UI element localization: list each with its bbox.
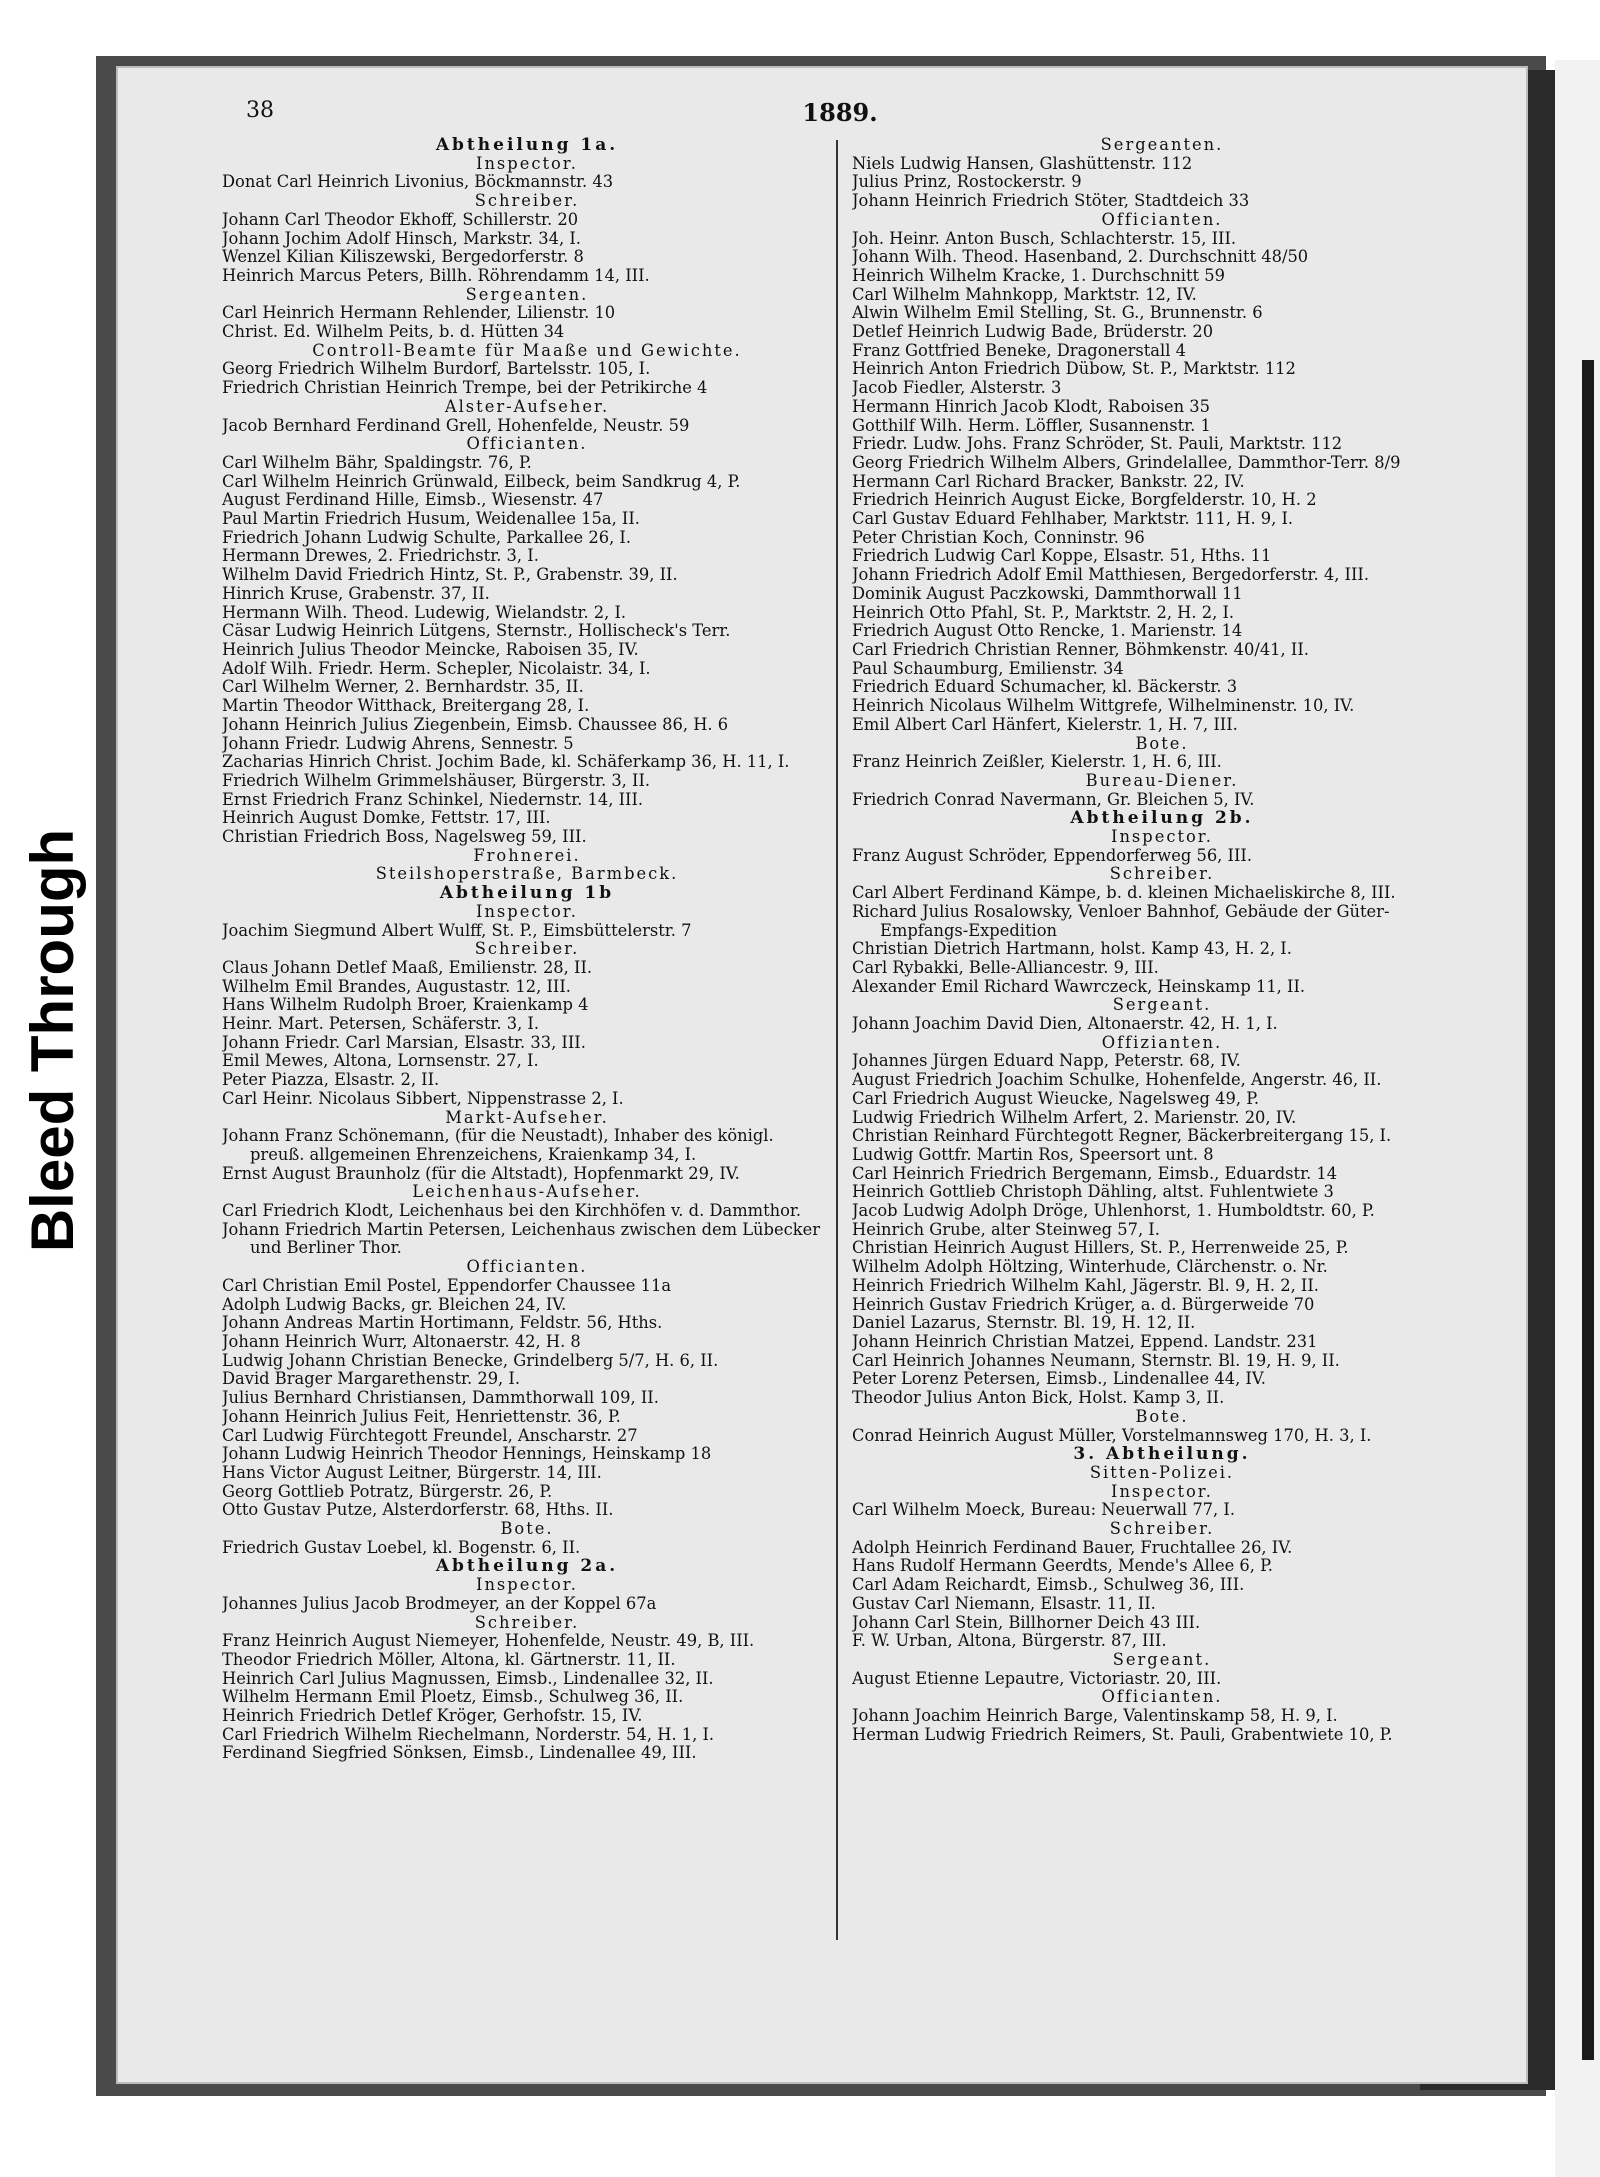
- directory-entry: Johann Carl Theodor Ekhoff, Schillerstr. 20: [222, 210, 579, 229]
- directory-entry: Carl Heinrich Hermann Rehlender, Lilienstr. 10: [222, 304, 616, 323]
- department-heading: Abtheilung 1a.: [435, 136, 619, 155]
- role-heading: Schreiber.: [474, 1613, 580, 1632]
- directory-entry: Dominik August Paczkowski, Dammthorwall 11: [852, 584, 1243, 603]
- directory-entry: Georg Friedrich Wilhelm Albers, Grindelallee, Dammthor-Terr. 8/9: [852, 453, 1401, 472]
- role-heading: Sergeant.: [1112, 1650, 1212, 1669]
- directory-entry: Friedrich August Otto Rencke, 1. Marienstr. 14: [852, 622, 1243, 641]
- directory-entry: Johann Friedrich Martin Petersen, Leichenhaus zwischen dem Lübecker: [222, 1220, 820, 1239]
- role-heading: Officianten.: [466, 1258, 588, 1277]
- directory-entry: Carl Heinr. Nicolaus Sibbert, Nippenstrasse 2, I.: [222, 1089, 624, 1108]
- directory-entry: Johann Friedr. Ludwig Ahrens, Sennestr. 5: [222, 734, 574, 753]
- directory-entry: Heinrich Friedrich Detlef Kröger, Gerhofstr. 15, IV.: [222, 1707, 643, 1726]
- role-heading: Markt-Aufseher.: [445, 1108, 609, 1127]
- directory-entry: Christ. Ed. Wilhelm Peits, b. d. Hütten 34: [222, 323, 565, 342]
- directory-entry: Emil Mewes, Altona, Lornsenstr. 27, I.: [222, 1052, 539, 1071]
- directory-entry: Carl Friedrich August Wieucke, Nagelsweg 49, P.: [852, 1089, 1260, 1108]
- directory-entry: Johann Franz Schönemann, (für die Neustadt), Inhaber des königl.: [222, 1127, 774, 1146]
- entry-continuation: Empfangs-Expedition: [880, 921, 1058, 940]
- directory-entry: Carl Friedrich Christian Renner, Böhmkenstr. 40/41, II.: [852, 640, 1309, 659]
- directory-entry: Ferdinand Siegfried Sönksen, Eimsb., Lindenallee 49, III.: [222, 1744, 697, 1763]
- directory-entry: Joh. Heinr. Anton Busch, Schlachterstr. 15, III.: [852, 229, 1237, 248]
- directory-entry: Johann Jochim Adolf Hinsch, Markstr. 34, I.: [222, 229, 581, 248]
- department-heading: Abtheilung 1b: [439, 884, 615, 903]
- directory-entry: Martin Theodor Witthack, Breitergang 28, I.: [222, 697, 590, 716]
- role-heading: Officianten.: [466, 435, 588, 454]
- directory-entry: Carl Wilhelm Bähr, Spaldingstr. 76, P.: [222, 453, 532, 472]
- directory-entry: Daniel Lazarus, Sternstr. Bl. 19, H. 12, II.: [852, 1314, 1196, 1333]
- section-subheading: Sitten-Polizei.: [1089, 1463, 1235, 1482]
- directory-entry: Johann Wilh. Theod. Hasenband, 2. Durchschnitt 48/50: [852, 248, 1309, 267]
- directory-entry: Hermann Carl Richard Bracker, Bankstr. 22, IV.: [852, 472, 1245, 491]
- role-heading: Sergeanten.: [465, 285, 589, 304]
- directory-entry: Alwin Wilhelm Emil Stelling, St. G., Brunnenstr. 6: [852, 304, 1263, 323]
- directory-entry: Donat Carl Heinrich Livonius, Böckmannstr. 43: [222, 173, 614, 192]
- directory-entry: Conrad Heinrich August Müller, Vorstelmannsweg 170, H. 3, I.: [852, 1426, 1372, 1445]
- directory-entry: Johann Ludwig Heinrich Theodor Hennings, Heinskamp 18: [222, 1445, 712, 1464]
- directory-entry: Johann Andreas Martin Hortimann, Feldstr. 56, Hths.: [222, 1314, 663, 1333]
- directory-entry: Johann Heinrich Friedrich Stöter, Stadtdeich 33: [852, 192, 1250, 211]
- directory-entry: Franz Heinrich Zeißler, Kielerstr. 1, H. 6, III.: [852, 753, 1222, 772]
- directory-entry: Franz Gottfried Beneke, Dragonerstall 4: [852, 341, 1186, 360]
- directory-entry: Hermann Wilh. Theod. Ludewig, Wielandstr. 2, I.: [222, 603, 627, 622]
- directory-entry: Johannes Jürgen Eduard Napp, Peterstr. 68, IV.: [852, 1052, 1241, 1071]
- role-heading: Bote.: [1135, 734, 1189, 753]
- directory-entry: Adolf Wilh. Friedr. Herm. Schepler, Nicolaistr. 34, I.: [222, 659, 651, 678]
- directory-entry: Heinrich Grube, alter Steinweg 57, I.: [852, 1220, 1160, 1239]
- role-heading: Officianten.: [1101, 1688, 1223, 1707]
- role-heading: Inspector.: [1111, 828, 1213, 847]
- directory-entry: Johann Heinrich Wurr, Altonaerstr. 42, H. 8: [222, 1333, 581, 1351]
- directory-entry: August Friedrich Joachim Schulke, Hohenfelde, Angerstr. 46, II.: [852, 1071, 1382, 1090]
- directory-entry: Heinrich Wilhelm Kracke, 1. Durchschnitt 59: [852, 266, 1225, 285]
- left-column: [222, 136, 832, 1763]
- directory-entry: Friedrich Ludwig Carl Koppe, Elsastr. 51, Hths. 11: [852, 547, 1272, 566]
- directory-entry: Heinrich Gottlieb Christoph Dähling, altst. Fuhlentwiete 3: [852, 1183, 1334, 1202]
- directory-entry: Friedrich Johann Ludwig Schulte, Parkallee 26, I.: [222, 528, 632, 547]
- directory-entry: Friedrich Eduard Schumacher, kl. Bäckerstr. 3: [852, 678, 1238, 697]
- role-heading: Sergeanten.: [1100, 136, 1224, 154]
- directory-entry: Heinrich Nicolaus Wilhelm Wittgrefe, Wilhelminenstr. 10, IV.: [852, 697, 1355, 716]
- department-heading: Abtheilung 2a.: [435, 1557, 619, 1577]
- directory-entry: Friedrich Christian Heinrich Trempe, bei der Petrikirche 4: [222, 379, 708, 398]
- directory-entry: Friedrich Heinrich August Eicke, Borgfelderstr. 10, H. 2: [852, 491, 1317, 510]
- directory-entry: Ernst Friedrich Franz Schinkel, Niedernstr. 14, III.: [222, 790, 644, 809]
- directory-entry: Christian Heinrich August Hillers, St. P., Herrenweide 25, P.: [852, 1239, 1349, 1258]
- role-heading: Schreiber.: [1109, 1520, 1215, 1539]
- directory-entry: Carl Gustav Eduard Fehlhaber, Marktstr. 111, H. 9, I.: [852, 510, 1294, 529]
- directory-entry: Ludwig Friedrich Wilhelm Arfert, 2. Marienstr. 20, IV.: [852, 1108, 1297, 1127]
- directory-entry: Carl Rybakki, Belle-Alliancestr. 9, III.: [852, 958, 1159, 977]
- department-heading: Abtheilung 2b.: [1070, 809, 1254, 829]
- directory-entry: Wenzel Kilian Kiliszewski, Bergedorferstr. 8: [222, 248, 584, 267]
- role-heading: Frohnerei.: [473, 846, 581, 865]
- directory-entry: Carl Christian Emil Postel, Eppendorfer Chaussee 11a: [222, 1276, 672, 1295]
- directory-entry: August Ferdinand Hille, Eimsb., Wiesenstr. 47: [222, 491, 604, 510]
- directory-entry: Heinrich Carl Julius Magnussen, Eimsb., Lindenallee 32, II.: [222, 1669, 714, 1688]
- directory-entry: Jacob Bernhard Ferdinand Grell, Hohenfelde, Neustr. 59: [222, 416, 690, 435]
- role-heading: Bureau-Diener.: [1085, 771, 1239, 790]
- directory-entry: Theodor Friedrich Möller, Altona, kl. Gärtnerstr. 11, II.: [222, 1650, 676, 1669]
- column-divider: [836, 140, 838, 1940]
- right-edge-strip: [1555, 60, 1600, 2177]
- directory-entry: Carl Adam Reichardt, Eimsb., Schulweg 36, III.: [852, 1576, 1245, 1595]
- directory-entry: Wilhelm David Friedrich Hintz, St. P., Grabenstr. 39, II.: [222, 566, 678, 585]
- directory-entry: Paul Schaumburg, Emilienstr. 34: [852, 659, 1124, 678]
- directory-entry: Detlef Heinrich Ludwig Bade, Brüderstr. 20: [852, 323, 1214, 342]
- directory-entry: Ernst August Braunholz (für die Altstadt), Hopfenmarkt 29, IV.: [222, 1164, 740, 1183]
- role-heading: Bote.: [500, 1520, 554, 1539]
- directory-entry: Friedrich Wilhelm Grimmelshäuser, Bürgerstr. 3, II.: [222, 771, 651, 790]
- directory-entry: Carl Wilhelm Mahnkopp, Marktstr. 12, IV.: [852, 285, 1197, 304]
- page-year: 1889.: [802, 98, 878, 127]
- directory-entry: Franz August Schröder, Eppendorferweg 56, III.: [852, 846, 1253, 865]
- directory-entry: Hermann Hinrich Jacob Klodt, Raboisen 35: [852, 397, 1210, 416]
- page-number: 38: [246, 98, 274, 123]
- directory-entry: Johann Heinrich Christian Matzei, Eppend. Landstr. 231: [852, 1333, 1318, 1351]
- directory-entry: Julius Bernhard Christiansen, Dammthorwall 109, II.: [222, 1389, 659, 1408]
- role-heading: Sergeant.: [1112, 996, 1212, 1015]
- directory-entry: Heinrich Friedrich Wilhelm Kahl, Jägerstr. Bl. 9, H. 2, II.: [852, 1276, 1319, 1295]
- department-heading: 3. Abtheilung.: [1073, 1445, 1251, 1464]
- directory-entry: Johann Heinrich Julius Ziegenbein, Eimsb. Chaussee 86, H. 6: [222, 715, 729, 734]
- directory-entry: Johann Friedr. Carl Marsian, Elsastr. 33, III.: [222, 1033, 586, 1052]
- directory-entry: Johann Heinrich Julius Feit, Henriettenstr. 36, P.: [222, 1407, 621, 1426]
- directory-entry: Julius Prinz, Rostockerstr. 9: [852, 173, 1082, 192]
- directory-entry: Wilhelm Hermann Emil Ploetz, Eimsb., Schulweg 36, II.: [222, 1688, 684, 1707]
- directory-entry: Paul Martin Friedrich Husum, Weidenallee 15a, II.: [222, 510, 640, 529]
- directory-entry: Hans Rudolf Hermann Geerdts, Mende's Allee 6, P.: [852, 1557, 1273, 1576]
- directory-entry: Carl Friedrich Klodt, Leichenhaus bei den Kirchhöfen v. d. Dammthor.: [222, 1202, 802, 1221]
- directory-entry: Johann Carl Stein, Billhorner Deich 43 III.: [852, 1613, 1201, 1632]
- watermark: [18, 780, 88, 1300]
- directory-entry: Emil Albert Carl Hänfert, Kielerstr. 1, H. 7, III.: [852, 715, 1238, 734]
- directory-entry: Friedr. Ludw. Johs. Franz Schröder, St. Pauli, Marktstr. 112: [852, 435, 1343, 454]
- section-subheading: Steilshoperstraße, Barmbeck.: [375, 865, 679, 884]
- directory-entry: Peter Christian Koch, Conninstr. 96: [852, 528, 1145, 547]
- directory-entry: Richard Julius Rosalowsky, Venloer Bahnhof, Gebäude der Güter-: [852, 902, 1390, 921]
- directory-entry: Herman Ludwig Friedrich Reimers, St. Pauli, Grabentwiete 10, P.: [852, 1725, 1393, 1744]
- directory-entry: Johannes Julius Jacob Brodmeyer, an der Koppel 67a: [222, 1594, 657, 1613]
- directory-entry: Ludwig Gottfr. Martin Ros, Speersort unt. 8: [852, 1145, 1214, 1164]
- directory-entry: Friedrich Gustav Loebel, kl. Bogenstr. 6, II.: [222, 1538, 581, 1557]
- role-heading: Inspector.: [1111, 1482, 1213, 1501]
- directory-entry: Friedrich Conrad Navermann, Gr. Bleichen 5, IV.: [852, 790, 1255, 809]
- directory-entry: Franz Heinrich August Niemeyer, Hohenfelde, Neustr. 49, B, III.: [222, 1632, 755, 1651]
- role-heading: Leichenhaus-Aufseher.: [412, 1183, 642, 1202]
- directory-entry: Heinrich Marcus Peters, Billh. Röhrendamm 14, III.: [222, 266, 650, 285]
- directory-entry: Hermann Drewes, 2. Friedrichstr. 3, I.: [222, 547, 539, 566]
- directory-entry: Johann Friedrich Adolf Emil Matthiesen, Bergedorferstr. 4, III.: [852, 566, 1370, 585]
- directory-entry: Hans Victor August Leitner, Bürgerstr. 14, III.: [222, 1463, 602, 1482]
- watermark-label: Bleed Through: [19, 828, 87, 1252]
- role-heading: Controll-Beamte für Maaße und Gewichte.: [312, 341, 742, 360]
- role-heading: Schreiber.: [1109, 865, 1215, 884]
- directory-entry: Carl Heinrich Friedrich Bergemann, Eimsb., Eduardstr. 14: [852, 1164, 1338, 1183]
- directory-entry: Ludwig Johann Christian Benecke, Grindelberg 5/7, H. 6, II.: [222, 1351, 719, 1370]
- directory-entry: Carl Friedrich Wilhelm Riechelmann, Norderstr. 54, H. 1, I.: [222, 1725, 715, 1744]
- right-column: [852, 136, 1472, 1744]
- entry-continuation: und Berliner Thor.: [250, 1239, 402, 1258]
- directory-entry: August Etienne Lepautre, Victoriastr. 20, III.: [852, 1669, 1222, 1688]
- directory-entry: Gotthilf Wilh. Herm. Löffler, Susannenstr. 1: [852, 416, 1211, 435]
- role-heading: Bote.: [1135, 1407, 1189, 1426]
- directory-entry: Carl Wilhelm Moeck, Bureau: Neuerwall 77, I.: [852, 1501, 1235, 1520]
- directory-entry: Gustav Carl Niemann, Elsastr. 11, II.: [852, 1594, 1156, 1613]
- entry-continuation: preuß. allgemeinen Ehrenzeichens, Kraienkamp 34, I.: [250, 1145, 697, 1164]
- role-heading: Officianten.: [1101, 210, 1223, 229]
- directory-entry: Wilhelm Emil Brandes, Augustastr. 12, III.: [222, 977, 571, 996]
- directory-entry: Heinr. Mart. Petersen, Schäferstr. 3, I.: [222, 1015, 540, 1034]
- directory-entry: Heinrich Gustav Friedrich Krüger, a. d. Bürgerweide 70: [852, 1295, 1315, 1314]
- directory-entry: Johann Joachim David Dien, Altonaerstr. 42, H. 1, I.: [852, 1015, 1278, 1034]
- directory-entry: Carl Heinrich Johannes Neumann, Sternstr. Bl. 19, H. 9, II.: [852, 1351, 1340, 1370]
- directory-entry: Niels Ludwig Hansen, Glashüttenstr. 112: [852, 154, 1193, 173]
- directory-entry: Georg Friedrich Wilhelm Burdorf, Bartelsstr. 105, I.: [222, 360, 651, 379]
- directory-entry: Carl Wilhelm Werner, 2. Bernhardstr. 35, II.: [222, 678, 584, 697]
- role-heading: Inspector.: [476, 154, 578, 173]
- directory-entry: Alexander Emil Richard Wawrczeck, Heinskamp 11, II.: [852, 977, 1306, 996]
- directory-entry: Christian Dietrich Hartmann, holst. Kamp 43, H. 2, I.: [852, 940, 1292, 959]
- directory-entry: Carl Albert Ferdinand Kämpe, b. d. kleinen Michaeliskirche 8, III.: [852, 884, 1396, 903]
- directory-entry: David Brager Margarethenstr. 29, I.: [222, 1370, 521, 1389]
- directory-entry: Claus Johann Detlef Maaß, Emilienstr. 28, II.: [222, 958, 593, 977]
- directory-entry: Peter Piazza, Elsastr. 2, II.: [222, 1071, 440, 1090]
- role-heading: Schreiber.: [474, 940, 580, 959]
- directory-entry: Wilhelm Adolph Höltzing, Winterhude, Clärchenstr. o. Nr.: [852, 1258, 1328, 1277]
- directory-entry: Heinrich Anton Friedrich Dübow, St. P., Marktstr. 112: [852, 360, 1296, 379]
- directory-entry: Hans Wilhelm Rudolph Broer, Kraienkamp 4: [222, 996, 589, 1015]
- directory-entry: Cäsar Ludwig Heinrich Lütgens, Sternstr., Hollischeck's Terr.: [222, 622, 731, 641]
- role-heading: Inspector.: [476, 1576, 578, 1595]
- directory-entry: Jacob Ludwig Adolph Dröge, Uhlenhorst, 1. Humboldtstr. 60, P.: [852, 1202, 1375, 1221]
- directory-entry: Adolph Ludwig Backs, gr. Bleichen 24, IV.: [222, 1295, 567, 1314]
- directory-entry: Zacharias Hinrich Christ. Jochim Bade, kl. Schäferkamp 36, H. 11, I.: [222, 753, 790, 772]
- directory-entry: Jacob Fiedler, Alsterstr. 3: [852, 379, 1062, 398]
- directory-entry: Adolph Heinrich Ferdinand Bauer, Fruchtallee 26, IV.: [852, 1538, 1293, 1557]
- role-heading: Alster-Aufseher.: [444, 397, 610, 416]
- role-heading: Offizianten.: [1101, 1033, 1223, 1052]
- directory-entry: Peter Lorenz Petersen, Eimsb., Lindenallee 44, IV.: [852, 1370, 1266, 1389]
- directory-entry: Otto Gustav Putze, Alsterdorferstr. 68, Hths. II.: [222, 1501, 614, 1520]
- directory-entry: Carl Wilhelm Heinrich Grünwald, Eilbeck, beim Sandkrug 4, P.: [222, 472, 741, 491]
- directory-entry: Georg Gottlieb Potratz, Bürgerstr. 26, P.: [222, 1482, 553, 1501]
- directory-entry: Heinrich August Domke, Fettstr. 17, III.: [222, 809, 551, 828]
- directory-entry: Hinrich Kruse, Grabenstr. 37, II.: [222, 584, 490, 603]
- role-heading: Inspector.: [476, 902, 578, 921]
- directory-entry: Christian Friedrich Boss, Nagelsweg 59, III.: [222, 828, 587, 847]
- directory-entry: Carl Ludwig Fürchtegott Freundel, Anscharstr. 27: [222, 1426, 638, 1445]
- directory-entry: Heinrich Otto Pfahl, St. P., Marktstr. 2, H. 2, I.: [852, 603, 1235, 622]
- directory-entry: Christian Reinhard Fürchtegott Regner, Bäckerbreitergang 15, I.: [852, 1127, 1392, 1146]
- directory-entry: Theodor Julius Anton Bick, Holst. Kamp 3, II.: [852, 1389, 1225, 1408]
- directory-entry: Heinrich Julius Theodor Meincke, Raboisen 35, IV.: [222, 640, 639, 659]
- directory-entry: F. W. Urban, Altona, Bürgerstr. 87, III.: [852, 1632, 1167, 1651]
- directory-entry: Johann Joachim Heinrich Barge, Valentinskamp 58, H. 9, I.: [852, 1707, 1338, 1726]
- directory-entry: Joachim Siegmund Albert Wulff, St. P., Eimsbüttelerstr. 7: [222, 921, 692, 940]
- role-heading: Schreiber.: [474, 192, 580, 211]
